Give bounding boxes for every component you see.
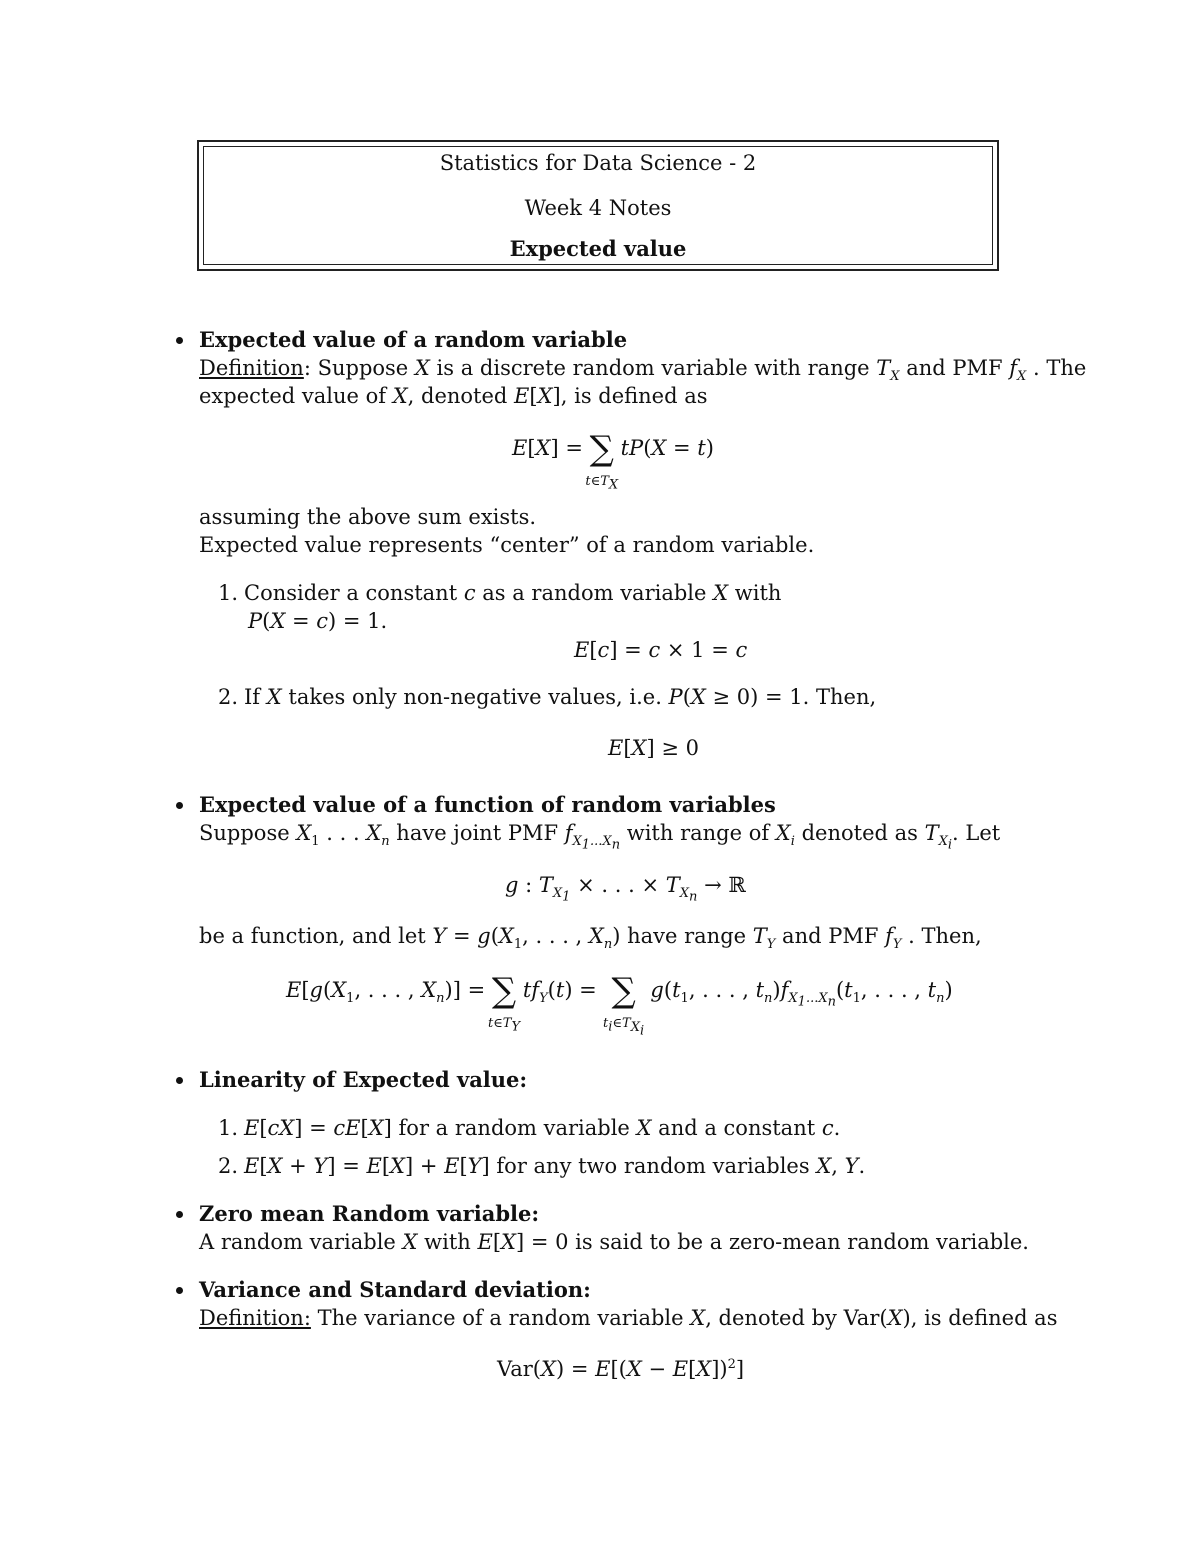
variance-definition: Definition: The variance of a random variable X, denoted by Var(X), is defined as <box>199 1306 1058 1330</box>
week-title: Week 4 Notes <box>524 196 672 220</box>
bullet-icon <box>176 1211 183 1218</box>
function-line-2: be a function, and let $Y = g(X_1$, . . . , $X_n$) have range $T_Y$ and PMF $f_Y$ . Then, <box>199 924 982 953</box>
section-heading-zero-mean: Zero mean Random variable: <box>199 1201 540 1226</box>
list-item-nonnegative: 2. If X takes only non-negative values, i.e. P(X ≥ 0) = 1. Then, <box>218 685 877 709</box>
variance-formula: $Var(X) = E[(X - E[X])^2]$ <box>497 1357 745 1381</box>
topic-title: Expected value <box>509 236 687 261</box>
section-heading-expected-value: Expected value of a random variable <box>199 327 628 352</box>
constant-formula: E[c] = c × 1 = c <box>574 638 748 662</box>
bullet-icon <box>176 1077 183 1084</box>
definition-line-1: Definition: Suppose X is a discrete random variable with range $T_X$ and PMF $f_X$ . The <box>199 356 1087 385</box>
section-heading-variance: Variance and Standard deviation: <box>199 1277 591 1302</box>
section-heading-linearity: Linearity of Expected value: <box>199 1067 528 1092</box>
bullet-icon <box>176 802 183 809</box>
bullet-icon <box>176 1287 183 1294</box>
definition-label: Definition: <box>199 1306 311 1330</box>
function-domain-formula: g : $T_{X_1}$ × . . . × $T_{X_n}$ → ℝ <box>505 873 746 905</box>
nonnegative-formula: E[X] ≥ 0 <box>608 736 699 760</box>
center-text: Expected value represents “center” of a random variable. <box>199 533 815 557</box>
list-item-constant: 1. Consider a constant c as a random variable X with <box>218 581 782 605</box>
definition-label: Definition <box>199 356 304 380</box>
assumption-text: assuming the above sum exists. <box>199 505 537 529</box>
section-heading-function: Expected value of a function of random variables <box>199 792 776 817</box>
function-expectation-formula: $E[g(X_1$, . . . , $X_n$)] = ∑ $t\in T_Y$ $tf_Y(t)$ = ∑ $t_i\in T_{X_i}$ $g(t_1$, . . . , $t_n)f_{X_1...X_n}(t_1$, . . . , $t_n$) <box>286 971 953 1039</box>
title-box <box>197 140 999 271</box>
list-item-constant-line-2: P(X = c) = 1. <box>248 609 388 633</box>
linearity-item-1: 1. E[cX] = cE[X] for a random variable X and a constant c. <box>218 1116 841 1140</box>
expected-value-formula: E[X] = ∑ $t\in T_X$ tP(X = t) <box>512 429 714 493</box>
function-line-1: Suppose $X_1$ . . . $X_n$ have joint PMF $f_{X_1...X_n}$ with range of $X_i$ denoted as $T_{X_i}$. Let <box>199 821 1001 853</box>
course-title: Statistics for Data Science - 2 <box>439 151 757 175</box>
linearity-item-2: 2. E[X + Y] = E[X] + E[Y] for any two random variables X, Y. <box>218 1154 866 1178</box>
zero-mean-text: A random variable X with E[X] = 0 is said to be a zero-mean random variable. <box>199 1230 1029 1254</box>
definition-line-2: expected value of X, denoted E[X], is defined as <box>199 384 708 408</box>
bullet-icon <box>176 337 183 344</box>
